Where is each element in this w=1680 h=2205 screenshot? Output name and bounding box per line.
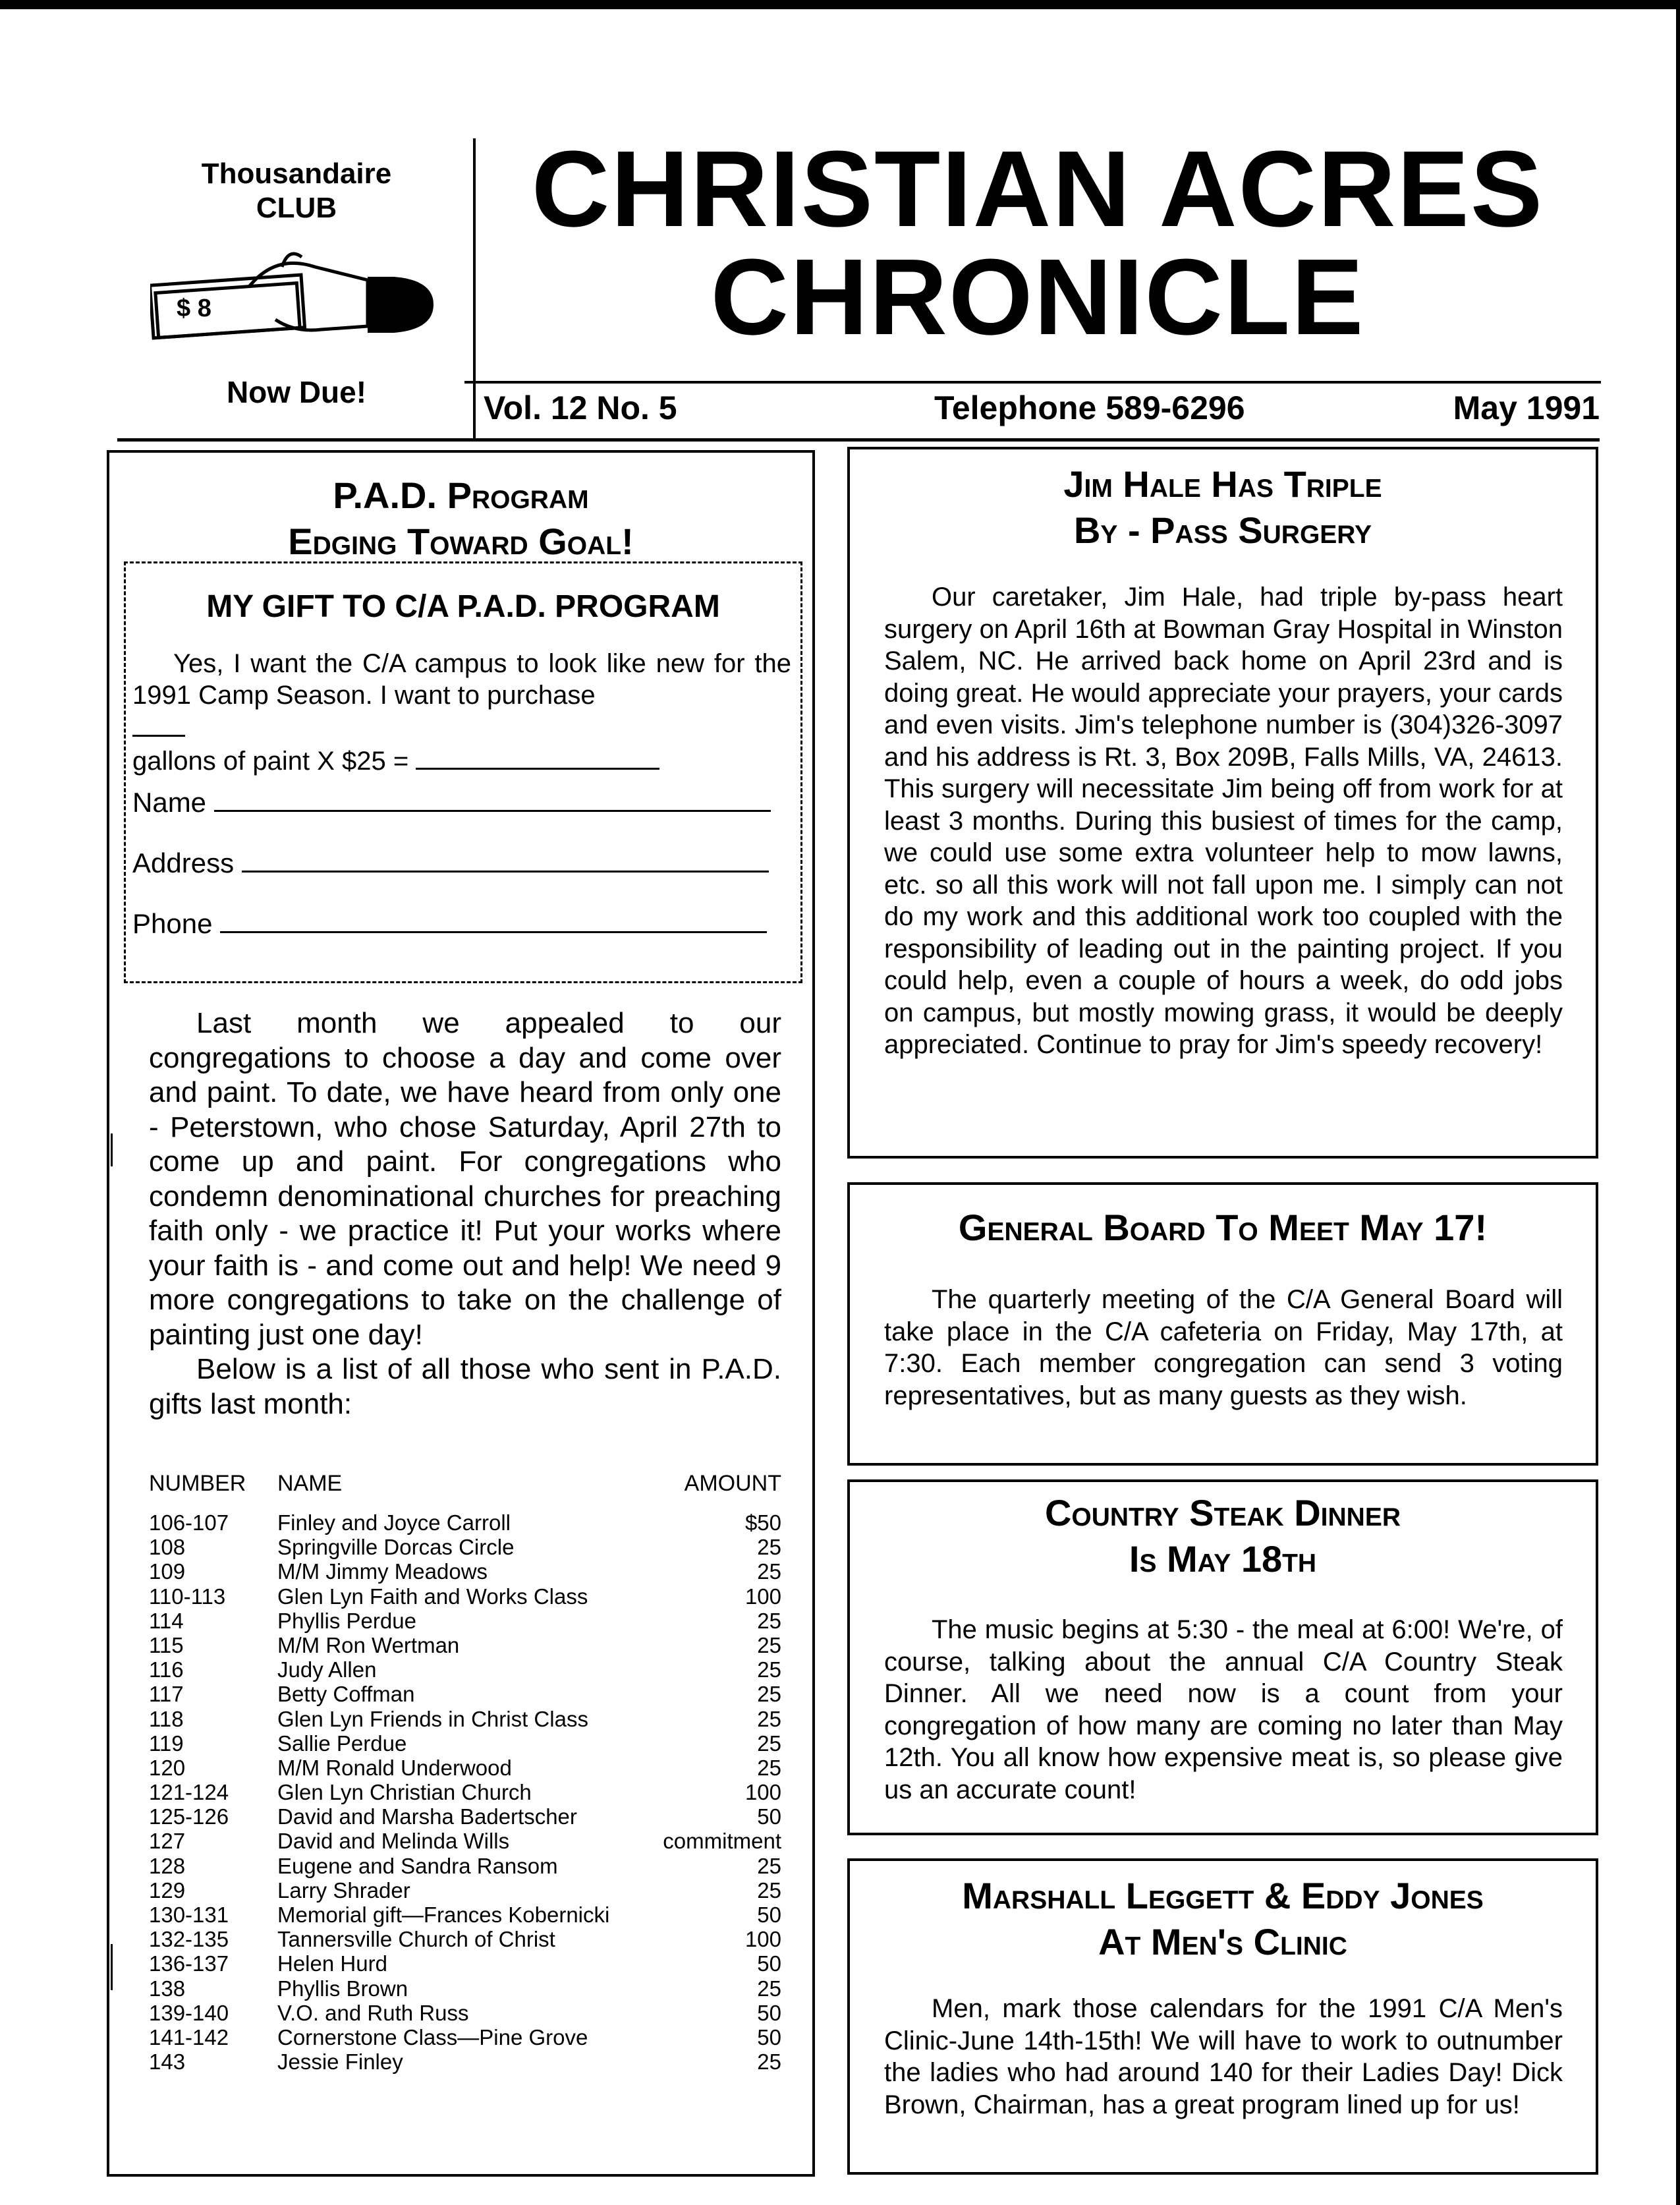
steak-headline [850,1490,1596,1582]
donor-number: 110-113 [149,1584,226,1609]
donor-number: 130-131 [149,1903,229,1927]
steak-headline-line-2: Is May 18th [1129,1538,1317,1580]
header-rule [117,438,1600,442]
donor-row [149,1559,781,1584]
coupon-gallons-text: gallons of paint X $25 = [132,747,409,776]
club-subtitle: CLUB [256,192,337,224]
issue-info-row [480,389,1600,428]
scan-mark [111,1944,113,1990]
donor-amount: 100 [744,1584,781,1609]
donor-row [149,1854,781,1878]
gift-coupon [124,561,802,983]
donor-amount: 100 [744,1780,781,1805]
donor-name: Springville Dorcas Circle [277,1535,515,1560]
donor-amount: 25 [757,1559,781,1584]
masthead-divider [473,138,476,442]
donor-row [149,1633,781,1657]
donor-row [149,1976,781,2001]
phone-field[interactable] [132,907,767,940]
donor-amount: 25 [757,1535,781,1560]
mens-clinic-article [847,1858,1598,2175]
steak-dinner-article [847,1479,1598,1835]
donor-amount: $50 [744,1510,781,1535]
donor-name: Eugene and Sandra Ransom [277,1853,558,1878]
coupon-title: MY GIFT TO C/A P.A.D. PROGRAM [206,589,720,624]
jim-headline [850,461,1596,554]
club-due-text: Now Due! [226,375,367,409]
svg-text:$ 8: $ 8 [177,295,211,322]
donor-number: 136-137 [149,1951,229,1976]
donor-number: 139-140 [149,2000,229,2025]
title-line-1: CHRISTIAN ACRES [531,129,1544,249]
donor-name: M/M Ronald Underwood [277,1755,512,1780]
donor-amount: 25 [757,1853,781,1878]
donor-number: 116 [149,1657,184,1682]
donor-row [149,1707,781,1731]
donor-number: 141-142 [149,2024,229,2049]
donor-row [149,1804,781,1829]
donor-row [149,1878,781,1903]
address-label: Address [132,847,235,878]
pad-headline [109,472,812,565]
donor-name: Sallie Perdue [277,1731,407,1756]
pad-headline-line-2: Edging Toward Goal! [288,521,634,562]
donor-amount: 50 [757,2000,781,2025]
coupon-text [132,648,791,777]
donor-amount: 50 [757,2024,781,2049]
donor-number: 121-124 [149,1780,229,1805]
donor-number: 120 [149,1755,186,1780]
donor-number: 115 [149,1632,184,1657]
donor-row [149,1829,781,1853]
donor-number: 119 [149,1731,184,1756]
donor-row [149,1731,781,1756]
gallons-blank[interactable] [132,711,185,737]
steak-headline-line-1: Country Steak Dinner [1044,1492,1401,1533]
donor-row [149,1903,781,1927]
address-field[interactable] [132,847,769,879]
donor-amount: 25 [757,1632,781,1657]
donor-name: Cornerstone Class—Pine Grove [277,2024,588,2049]
donor-name: Betty Coffman [277,1682,415,1707]
donor-row [149,2025,781,2049]
donor-number: 138 [149,1976,186,2001]
clinic-article-body: Men, mark those calendars for the 1991 C/A Men's Clinic-June 14th-15th! We will have to work to outnumber the ladies who had around 140 for their Ladies Day! Dick Brown, Chairman, has a great program lined up for us! [884,1994,1563,2119]
club-title: Thousandaire [201,158,392,190]
board-headline: General Board To Meet May 17! [958,1207,1488,1248]
title-line-2: CHRONICLE [710,237,1365,357]
donor-amount: 25 [757,1608,781,1633]
donor-row [149,1510,781,1535]
pad-headline-line-1: P.A.D. Program [333,474,589,516]
donor-row [149,1609,781,1633]
donor-name: Finley and Joyce Carroll [277,1510,511,1535]
donor-row [149,1682,781,1706]
donor-name: Glen Lyn Friends in Christ Class [277,1706,588,1731]
donor-row [149,1927,781,1951]
donor-list-header [149,1471,781,1510]
donor-amount: 25 [757,1706,781,1731]
donor-row [149,1780,781,1804]
donor-row [149,2049,781,2074]
clinic-headline-line-1: Marshall Leggett & Eddy Jones [962,1875,1484,1916]
pad-paragraph-2: Below is a list of all those who sent in P.A.D. gifts last month: [149,1353,781,1420]
telephone: Telephone 589-6296 [934,389,1245,426]
donor-amount: 25 [757,2049,781,2075]
donor-number: 125-126 [149,1804,229,1829]
phone-label: Phone [132,908,213,939]
donor-name: David and Melinda Wills [277,1829,510,1854]
donor-name: Judy Allen [277,1657,377,1682]
jim-hale-article [847,447,1598,1159]
coupon-pledge-text: Yes, I want the C/A campus to look like new for the 1991 Camp Season. I want to purchase [132,649,791,710]
donor-name: Glen Lyn Faith and Works Class [277,1584,588,1609]
donor-row [149,1951,781,1976]
donor-row [149,1657,781,1682]
donor-amount: 100 [744,1927,781,1952]
donor-number: 128 [149,1853,186,1878]
donor-name: Larry Shrader [277,1877,410,1903]
donor-number: 127 [149,1829,186,1854]
donor-number: 143 [149,2049,186,2075]
donor-name: Tannersville Church of Christ [277,1927,555,1952]
issue-date: May 1991 [1453,389,1600,426]
donor-amount: 25 [757,1682,781,1707]
donor-name: Phyllis Perdue [277,1608,416,1633]
header-name: NAME [277,1471,343,1496]
donor-amount: commitment [663,1829,781,1854]
pad-article-body [149,1006,781,1421]
masthead-rule [464,381,1601,384]
donor-name: V.O. and Ruth Russ [277,2000,469,2025]
steak-article-body: The music begins at 5:30 - the meal at 6:00! We're, of course, talking about the annual C/A Country Steak Dinner. All we need now is a count from your congregation of how many are coming no later than May 12th. You all know how expensive meat is, so please give us an accurate count! [884,1615,1563,1804]
donor-amount: 50 [757,1903,781,1927]
donor-amount: 25 [757,1976,781,2001]
donor-name: M/M Jimmy Meadows [277,1559,488,1584]
donor-name: David and Marsha Badertscher [277,1804,577,1829]
donor-amount: 25 [757,1877,781,1903]
donor-row [149,2001,781,2025]
donor-row [149,1756,781,1780]
clinic-headline-line-2: At Men's Clinic [1098,1921,1347,1962]
donor-name: M/M Ron Wertman [277,1632,460,1657]
donor-name: Phyllis Brown [277,1976,408,2001]
jim-headline-line-1: Jim Hale Has Triple [1063,463,1382,505]
donor-amount: 25 [757,1755,781,1780]
donor-row [149,1535,781,1559]
page-top-border [0,0,1680,9]
clinic-headline [850,1873,1596,1965]
jim-article-body: Our caretaker, Jim Hale, had triple by-pass heart surgery on April 16th at Bowman Gray Hospital in Winston Salem, NC. He arrived back home on April 23rd and is doing great. He would appreciate your prayers, your cards and even visits. Jim's telephone number is (304)326-3097 and his address is Rt. 3, Box 209B, Falls Mills, VA, 24613. This surgery will necessitate Jim being off from work for at least 3 months. During this busiest of times for the camp, we could use some extra volunteer help to mow lawns, etc. so all this work will not fall upon me. I simply can not do my work and this additional work too coupled with the responsibility of leading out in the painting project. If you could help, even a couple of hours a week, do odd jobs on campus, but mostly mowing grass, it would be deeply appreciated. Continue to pray for Jim's speedy recovery! [884,583,1563,1059]
header-number: NUMBER [149,1471,246,1496]
donor-amount: 50 [757,1804,781,1829]
donor-number: 132-135 [149,1927,229,1952]
scan-mark [111,1133,113,1166]
donor-number: 117 [149,1682,184,1707]
donor-number: 106-107 [149,1510,229,1535]
donor-number: 114 [149,1608,184,1633]
donor-amount: 50 [757,1951,781,1976]
donor-number: 108 [149,1535,186,1560]
volume-number: Vol. 12 No. 5 [484,389,677,426]
donor-list [149,1471,781,2074]
general-board-article [847,1182,1598,1466]
pad-program-article [107,450,815,2177]
header-amount: AMOUNT [684,1471,781,1496]
donor-number: 118 [149,1706,184,1731]
money-hand-icon [150,241,453,359]
total-blank[interactable] [416,744,659,770]
newsletter-title [481,129,1594,357]
board-article-body: The quarterly meeting of the C/A General Board will take place in the C/A cafeteria on Friday, May 17th, at 7:30. Each member congregation can send 3 voting representatives, but as many guests as they wish. [884,1285,1563,1410]
donor-name: Glen Lyn Christian Church [277,1780,532,1805]
donor-number: 129 [149,1877,186,1903]
donor-row [149,1584,781,1609]
name-field[interactable] [132,786,771,818]
donor-name: Memorial gift—Frances Kobernicki [277,1903,610,1927]
donor-amount: 25 [757,1657,781,1682]
donor-number: 109 [149,1559,186,1584]
page-right-border [1676,0,1680,2205]
donor-amount: 25 [757,1731,781,1756]
pad-paragraph-1: Last month we appealed to our congregations to choose a day and come over and paint. To date, we have heard from only one - Peterstown, who chose Saturday, April 27th to come up and paint. For congregations who condemn denominational churches for preaching faith only - we practice it! Put your works where your faith is - and come out and help! We need 9 more congregations to take on the challenge of painting just one day! [149,1007,781,1351]
donor-name: Helen Hurd [277,1951,387,1976]
thousandaire-club [132,157,461,409]
jim-headline-line-2: By - Pass Surgery [1073,509,1372,551]
name-label: Name [132,787,207,818]
donor-name: Jessie Finley [277,2049,403,2075]
